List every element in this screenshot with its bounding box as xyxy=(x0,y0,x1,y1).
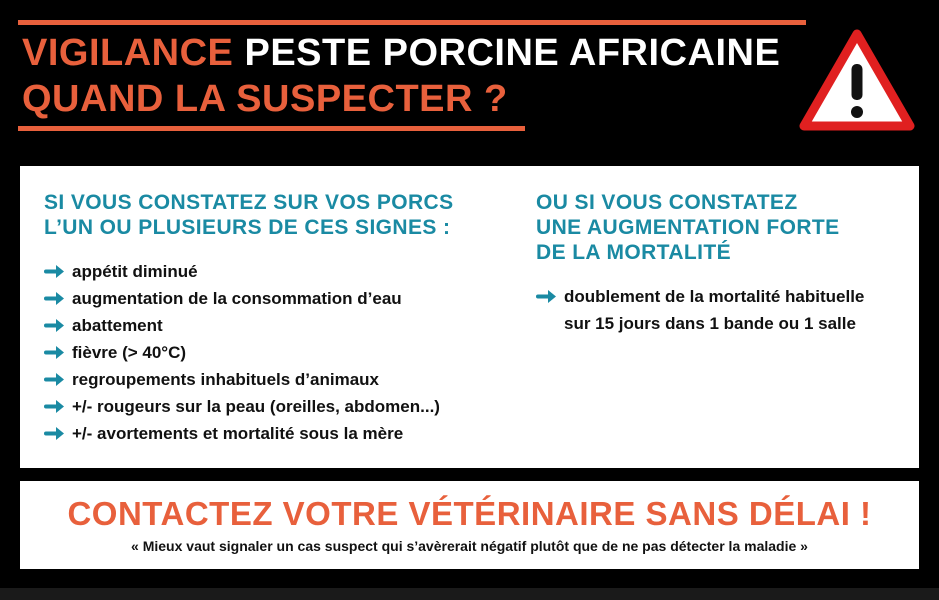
list-item xyxy=(44,393,514,420)
list-item-text: doublement de la mortalité habituelle xyxy=(564,287,865,306)
mortality-heading-line2: UNE AUGMENTATION FORTE xyxy=(536,216,840,239)
list-item-text: fièvre (> 40°C) xyxy=(72,343,187,362)
list-item xyxy=(44,312,514,339)
list-item-text: +/- rougeurs sur la peau (oreilles, abdomen...) xyxy=(72,397,440,416)
arrow-right-icon xyxy=(44,285,68,312)
list-item xyxy=(44,258,514,285)
list-item-text: augmentation de la consommation d’eau xyxy=(72,289,402,308)
clinical-signs-list xyxy=(44,258,514,447)
warning-triangle-icon xyxy=(798,28,916,134)
clinical-signs-heading xyxy=(44,190,514,240)
arrow-right-icon xyxy=(44,420,68,447)
arrow-right-icon xyxy=(44,339,68,366)
top-divider xyxy=(18,20,806,25)
list-item xyxy=(44,366,514,393)
clinical-heading-line2: L’UN OU PLUSIEURS DE CES SIGNES : xyxy=(44,216,451,239)
mortality-heading xyxy=(536,190,906,265)
bottom-strip xyxy=(0,588,939,600)
title-disease: PESTE PORCINE AFRICAINE xyxy=(244,32,781,74)
list-item xyxy=(44,285,514,312)
title-vigilance: VIGILANCE xyxy=(22,32,234,74)
call-to-action-box xyxy=(20,481,919,569)
list-item-text: regroupements inhabituels d’animaux xyxy=(72,370,380,389)
arrow-right-icon xyxy=(44,258,68,285)
arrow-right-icon xyxy=(44,312,68,339)
signs-panel xyxy=(20,166,919,468)
cta-quote: « Mieux vaut signaler un cas suspect qui s’avèrerait négatif plutôt que de ne pas détecter la maladie » xyxy=(131,538,808,554)
arrow-right-icon xyxy=(44,366,68,393)
clinical-heading-line1: SI VOUS CONSTATEZ SUR VOS PORCS xyxy=(44,191,454,214)
list-item-text-cont: sur 15 jours dans 1 bande ou 1 salle xyxy=(564,314,856,333)
list-item xyxy=(44,339,514,366)
list-item-text: abattement xyxy=(72,316,163,335)
clinical-signs-column xyxy=(44,190,514,447)
list-item xyxy=(44,420,514,447)
mortality-list xyxy=(536,283,906,337)
page-title xyxy=(22,30,780,122)
mortality-column xyxy=(536,190,906,337)
subtitle-underline xyxy=(18,126,525,131)
arrow-right-icon xyxy=(536,283,560,310)
page-subtitle: QUAND LA SUSPECTER ? xyxy=(22,78,508,120)
mortality-heading-line3: DE LA MORTALITÉ xyxy=(536,241,731,264)
cta-title: CONTACTEZ VOTRE VÉTÉRINAIRE SANS DÉLAI ! xyxy=(67,495,872,532)
list-item xyxy=(536,283,906,337)
list-item-text: +/- avortements et mortalité sous la mère xyxy=(72,424,404,443)
arrow-right-icon xyxy=(44,393,68,420)
list-item-text: appétit diminué xyxy=(72,262,198,281)
mortality-heading-line1: OU SI VOUS CONSTATEZ xyxy=(536,191,798,214)
